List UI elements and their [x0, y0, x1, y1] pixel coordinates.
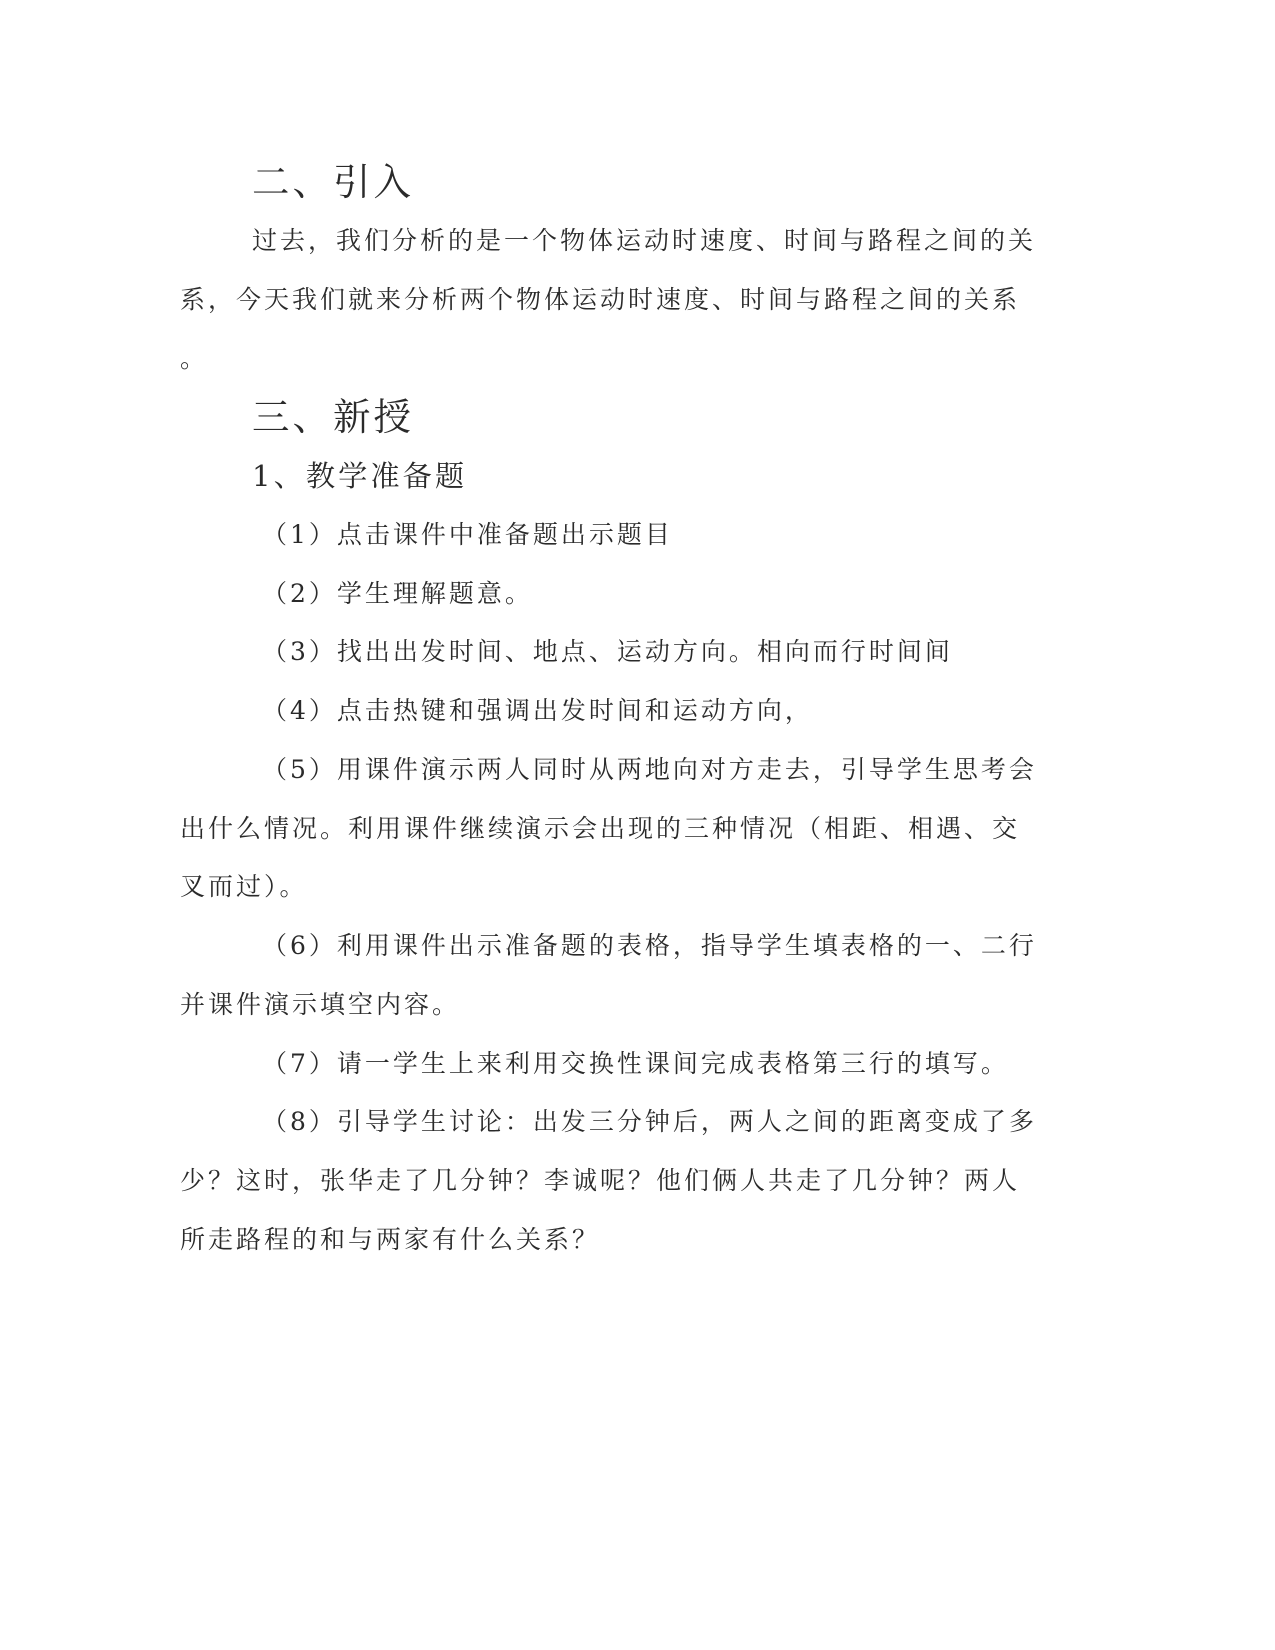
paragraph-line: 过去，我们分析的是一个物体运动时速度、时间与路程之间的关 [252, 226, 1037, 255]
section-heading-intro: 二、引入 [252, 160, 414, 204]
list-item: （6）利用课件出示准备题的表格，指导学生填表格的一、二行 [262, 931, 1037, 960]
list-item: （8）引导学生讨论：出发三分钟后，两人之间的距离变成了多 [262, 1107, 1037, 1136]
paragraph-line: 并课件演示填空内容。 [180, 990, 461, 1019]
subsection-heading: 1、教学准备题 [252, 459, 468, 493]
section-heading-new-lesson: 三、新授 [252, 395, 414, 439]
paragraph-line: 。 [180, 344, 209, 373]
list-item: （5）用课件演示两人同时从两地向对方走去，引导学生思考会 [262, 755, 1037, 784]
list-item: （4）点击热键和强调出发时间和运动方向， [262, 696, 813, 725]
paragraph-line: 出什么情况。利用课件继续演示会出现的三种情况（相距、相遇、交 [180, 814, 1021, 843]
list-item: （3）找出出发时间、地点、运动方向。相向而行时间间 [262, 637, 953, 666]
list-item: （1）点击课件中准备题出示题目 [262, 520, 673, 549]
paragraph-line: 少？这时，张华走了几分钟？李诚呢？他们俩人共走了几分钟？两人 [180, 1166, 1021, 1195]
paragraph-line: 所走路程的和与两家有什么关系？ [180, 1225, 601, 1254]
list-item: （2）学生理解题意。 [262, 579, 533, 608]
paragraph-line: 系，今天我们就来分析两个物体运动时速度、时间与路程之间的关系 [180, 285, 1021, 314]
paragraph-line: 叉而过）。 [180, 872, 308, 901]
list-item: （7）请一学生上来利用交换性课间完成表格第三行的填写。 [262, 1049, 1009, 1078]
